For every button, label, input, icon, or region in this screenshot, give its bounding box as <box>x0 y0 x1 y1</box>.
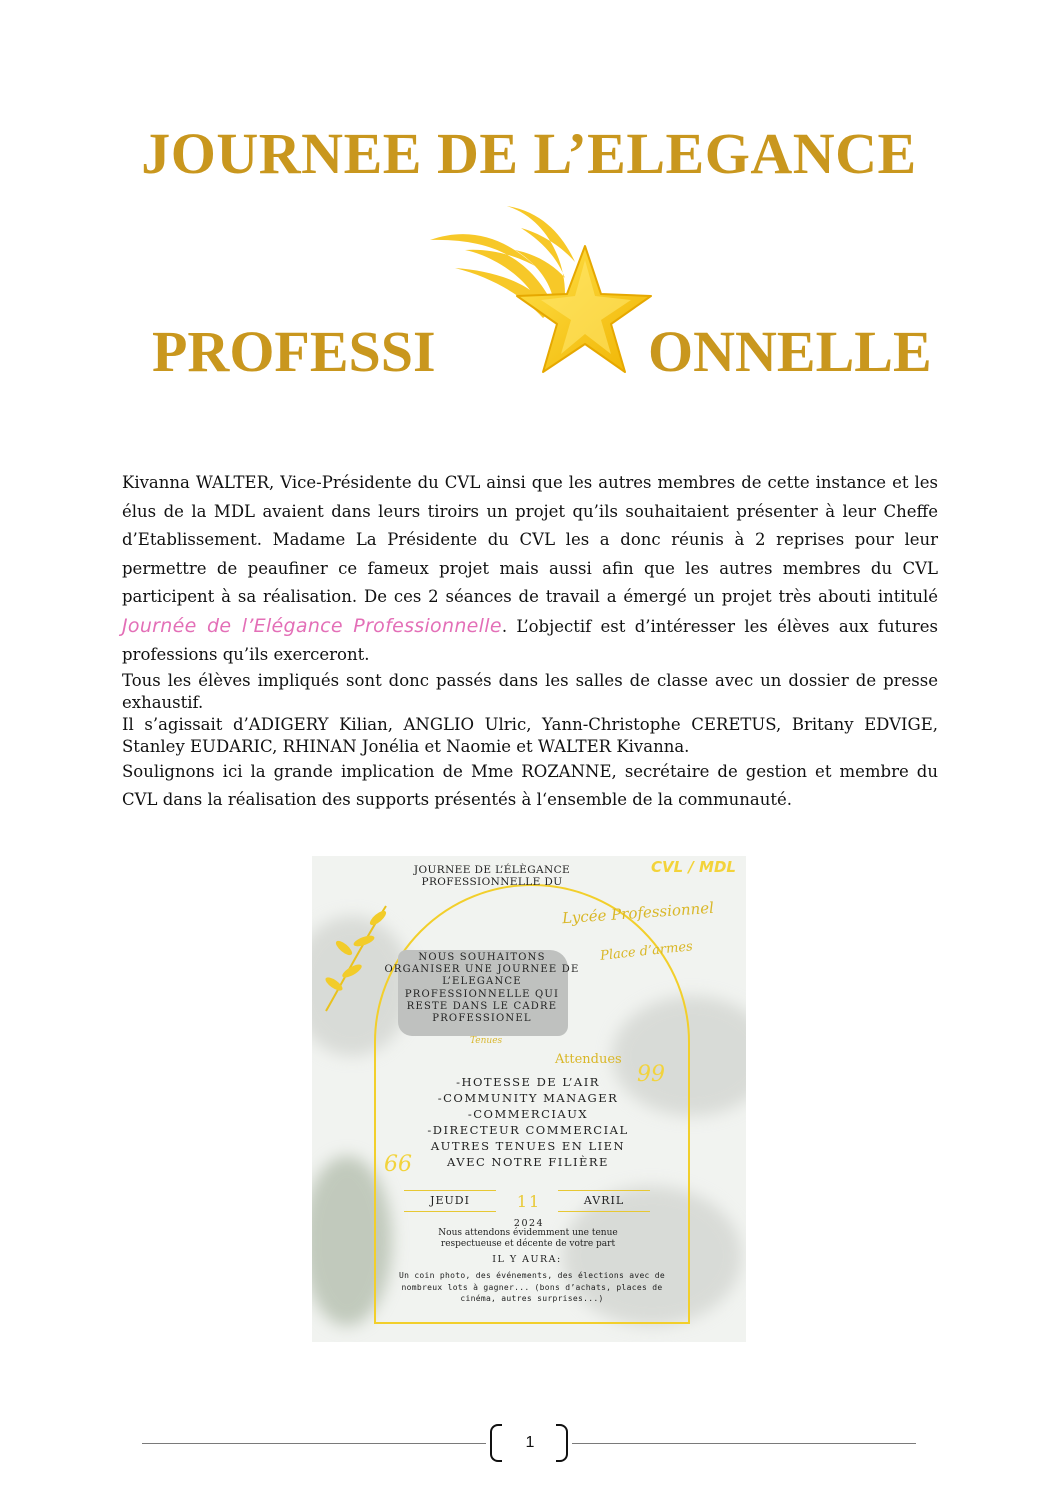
paragraph-students: Tous les élèves impliqués sont donc passés dans les salles de classe avec un dossier de presse exhaustif. <box>122 670 938 712</box>
poster-school: Lycée Professionnel <box>561 898 715 928</box>
poster-tenues: Tenues <box>470 1036 503 1046</box>
paragraph-thanks: Soulignons ici la grande implication de Mme ROZANNE, secrétaire de gestion et membre du CVL dans la réalisation des supports présentés à l‘ensemble de la communauté. <box>122 761 938 809</box>
page-number: 1 <box>525 1434 535 1451</box>
poster-day-name: JEUDI <box>404 1190 496 1212</box>
poster-dress-code: Nous attendons évidemment une tenue respectueuse et décente de votre part <box>438 1228 618 1249</box>
poster-attendues: Attendues <box>555 1052 622 1067</box>
poster-details: Un coin photo, des événements, des élections avec de nombreux lots à gagner... (bons d’achats, places de cinéma, autres surprises...) <box>398 1271 666 1303</box>
poster-header: JOURNEE DE L’ÉLÈGANCE PROFESSIONNELLE DU <box>413 864 571 888</box>
poster-quote-open: 99 <box>637 1062 665 1087</box>
title-line-2-part-1: PROFESSI <box>152 319 436 384</box>
paragraph-intro <box>122 469 938 670</box>
footer-rule-left <box>142 1443 486 1444</box>
paragraph-names: Il s’agissait d’ADIGERY Kilian, ANGLIO Ulric, Yann-Christophe CERETUS, Britany EDVIGE, Stanley EUDARIC, RHINAN Jonélia et Naomie et WALTER Kivanna. <box>122 714 938 756</box>
poster-quote-close: 66 <box>384 1152 412 1177</box>
poster-month: AVRIL <box>558 1190 650 1212</box>
poster-tag: CVL / MDL <box>650 858 736 876</box>
paragraph-intro-text: Kivanna WALTER, Vice-Présidente du CVL ainsi que les autres membres de cette instance et les élus de la MDL avaient dans leurs tiroirs un projet qu’ils souhaitaient présenter à leur Cheffe d’Etablissement. Madame La Présidente du CVL les a donc réunis à 2 reprises pour leur permettre de peaufiner ce fameux projet mais aussi afin que les autres membres du CVL participent à sa réalisation. De ces 2 séances de travail a émergé un projet très abouti intitulé <box>122 473 938 606</box>
poster-outfit-list <box>402 1074 654 1170</box>
poster-day-number: 11 <box>516 1192 542 1211</box>
poster-intro: NOUS SOUHAITONS ORGANISER UNE JOURNEE DE L’ELEGANCE PROFESSIONNELLE QUI RESTE DANS LE CADRE PROFESSIONEL <box>384 952 580 1025</box>
list-item: -HOTESSE DE L’AIR <box>456 1075 600 1089</box>
article-body <box>122 469 938 815</box>
list-item: -COMMUNITY MANAGER <box>437 1091 619 1105</box>
title-line-1: JOURNEE DE L’ELEGANCE <box>141 121 917 186</box>
poster-year: 2024 <box>513 1218 545 1229</box>
poster-place: Place d’armes <box>599 939 694 964</box>
footer-rule-right <box>572 1443 916 1444</box>
list-item: AVEC NOTRE FILIÈRE <box>447 1155 609 1169</box>
event-name-highlight: Journée de l’Elégance Professionnelle <box>122 614 502 637</box>
list-item: AUTRES TENUES EN LIEN <box>430 1139 626 1153</box>
event-poster <box>312 856 746 1342</box>
list-item: -COMMERCIAUX <box>467 1107 589 1121</box>
list-item: -DIRECTEUR COMMERCIAL <box>427 1123 629 1137</box>
shooting-star-icon <box>425 198 665 378</box>
paragraph-intro-end: . L’objectif est d’intéresser les élèves aux futures professions qu’ils exerceront. <box>122 616 939 664</box>
title-line-2-part-2: ONNELLE <box>648 319 932 384</box>
poster-ilya: IL Y AURA: <box>492 1254 562 1265</box>
